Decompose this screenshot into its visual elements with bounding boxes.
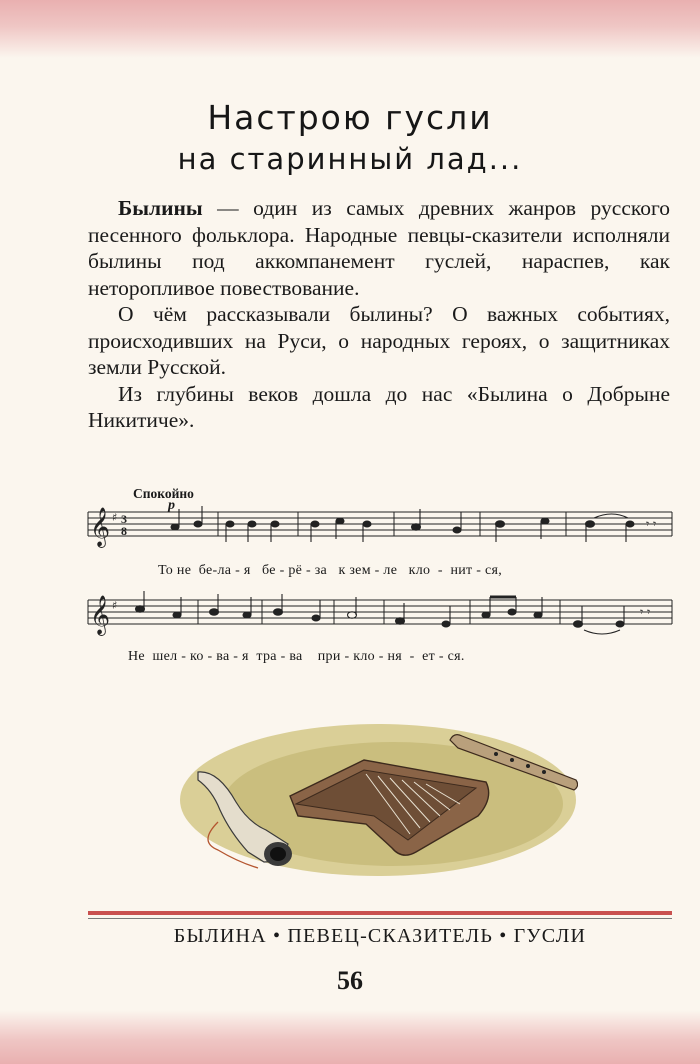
tie-1: [594, 514, 628, 518]
top-decorative-band: [0, 0, 700, 58]
page-number: 56: [337, 966, 363, 995]
lyrics-line-1: То не бе-ла - я бе - рё - за к зем - ле кло - нит - ся,: [158, 563, 503, 578]
term-byliny: Былины: [118, 196, 203, 220]
key-sharp-icon: ♯: [112, 511, 118, 524]
page-title-line2: на старинный лад...: [177, 142, 523, 176]
music-score: [0, 478, 700, 678]
paragraph-3: Из глубины веков дошла до нас «Былина о Добрыне Никитиче».: [88, 381, 670, 432]
tie-2: [584, 630, 620, 634]
key-sharp-2-icon: ♯: [112, 599, 118, 612]
lyrics-line-2: Не шел - ко - ва - я тра - ва при - кло - ня - ет - ся.: [128, 649, 465, 664]
bottom-decorative-band: [0, 1010, 700, 1064]
paragraph-2: О чём рассказывали былины? О важных событиях, происходивших на Руси, о народных героях, о защитниках земли Русской.: [88, 302, 670, 379]
page-title-line1: Настрою гусли: [207, 98, 493, 137]
rest-icon: 𝄾 𝄾: [646, 517, 657, 531]
instruments-illustration: [178, 712, 578, 882]
paragraph-1-text: — один из самых древних жанров русского песенного фольклора. Народные певцы-сказители исполняли былины под аккомпанемент гуслей, нараспев, как неторопливое повествование.: [88, 196, 670, 300]
dynamic-marking: p: [168, 498, 175, 513]
treble-clef-2-icon: 𝄞: [90, 595, 111, 635]
keywords-line: БЫЛИНА • ПЕВЕЦ-СКАЗИТЕЛЬ • ГУСЛИ: [173, 925, 587, 947]
footer-rule-thin: [88, 918, 672, 919]
time-signature-top: 3: [121, 512, 127, 526]
treble-clef-icon: 𝄞: [90, 507, 111, 547]
tempo-marking: Спокойно: [133, 486, 194, 501]
time-signature-bottom: 8: [121, 524, 127, 538]
rest-2-icon: 𝄾 𝄾: [640, 605, 651, 619]
body-text: [88, 195, 670, 434]
paragraph-1: [88, 195, 670, 301]
staff-2-notes: [136, 591, 625, 627]
footer-rule-red: [88, 911, 672, 915]
